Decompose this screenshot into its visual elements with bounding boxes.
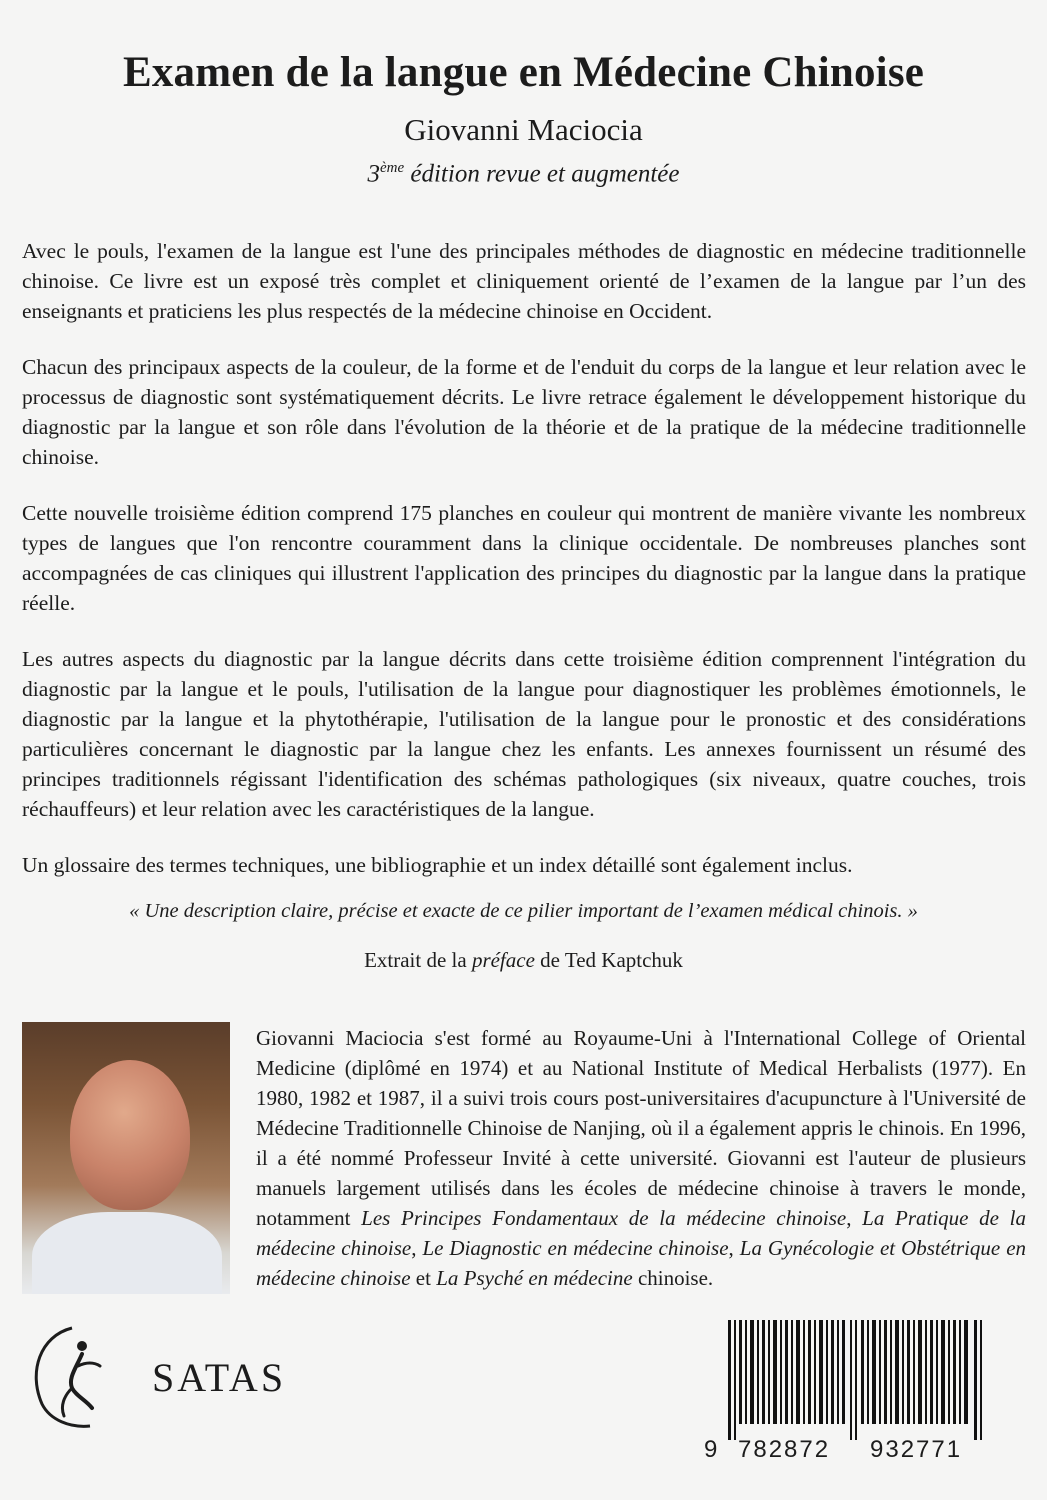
edition-line	[0, 160, 1047, 188]
edition-number: 3	[367, 160, 380, 188]
paragraph: Cette nouvelle troisième édition comprend 175 planches en couleur qui montrent de manière vivante les nombreux types de langues que l'on rencontre couramment dans la clinique occidentale. De nombreuses planches sont accompagnées de cas cliniques qui illustrent l'application des principes du diagnostic par la langue dans la pratique réelle.	[22, 501, 1026, 615]
bio-end: chinoise.	[632, 1266, 714, 1290]
author-photo	[22, 1022, 230, 1294]
attribution-suffix: de Ted Kaptchuk	[534, 948, 683, 972]
book-title-2: La Pratique de la médecine chinoise	[256, 1206, 1026, 1260]
barcode-first-digit: 9	[704, 1436, 718, 1463]
paragraph: Chacun des principaux aspects de la couleur, de la forme et de l'enduit du corps de la langue et leur relation avec le processus de diagnostic sont systématiquement décrits. Le livre retrace également le développement historique du diagnostic par la langue et son rôle dans l'évolution de la théorie et de la pratique de la médecine traditionnelle chinoise.	[22, 355, 1026, 469]
description-text	[22, 236, 1026, 906]
book-title-1: Les Principes Fondamentaux de la médecine chinoise	[361, 1206, 847, 1230]
separator: ,	[728, 1236, 740, 1260]
book-title-4: La Gynécologie et Obstétrique en médecine chinoise	[256, 1236, 1027, 1290]
publisher-name: SATAS	[152, 1355, 287, 1400]
attribution-italic: préface	[471, 948, 535, 972]
book-title: Examen de la langue en Médecine Chinoise	[122, 49, 925, 96]
edition-text: édition revue et augmentée	[404, 160, 680, 188]
attribution-prefix: Extrait de la	[364, 948, 472, 972]
barcode-group-2: 932771	[870, 1436, 963, 1463]
book-title-3: Le Diagnostic en médecine chinoise	[422, 1236, 729, 1260]
separator: ,	[411, 1236, 423, 1260]
separator: et	[410, 1266, 437, 1290]
paragraph: Avec le pouls, l'examen de la langue est l'une des principales méthodes de diagnostic en médecine traditionnelle chinoise. Ce livre est un exposé très complet et cliniquement orienté de l’examen de la langue par l’un des enseignants et praticiens les plus respectés de la médecine chinoise en Occident.	[22, 239, 1026, 323]
edition-superscript: ème	[379, 160, 405, 176]
preface-quote: « Une description claire, précise et exacte de ce pilier important de l’examen médical chinois. »	[129, 900, 918, 922]
isbn-barcode	[704, 1320, 984, 1470]
dancing-figure-logo-icon	[20, 1322, 140, 1432]
separator: ,	[846, 1206, 863, 1230]
author-biography	[256, 1023, 1026, 1293]
book-title-5: La Psyché en médecine	[436, 1266, 633, 1290]
bio-text: Giovanni Maciocia s'est formé au Royaume-Uni à l'International College of Oriental Medicine (diplômé en 1974) et au National Institute of Medical Herbalists (1977). En 1980, 1982 et 1987, il a suivi trois cours post-universitaires d'acupuncture à l'Université de Médecine Traditionnelle Chinoise de Nanjing, où il a également appris le chinois. En 1996, il a été nommé Professeur Invité à cette université. Giovanni est l'auteur de plusieurs manuels largement utilisés dans les écoles de médecine chinoise à travers le monde, notamment	[256, 1026, 1026, 1230]
paragraph: Les autres aspects du diagnostic par la langue décrits dans cette troisième édition comprennent l'intégration du diagnostic par la langue et le pouls, l'utilisation de la langue pour diagnostiquer les problèmes émotionnels, le diagnostic par la langue et la phytothérapie, l'utilisation de la langue pour le pronostic et des considérations particulières concernant le diagnostic par la langue chez les enfants. Les annexes fournissent un résumé des principes traditionnels régissant l'identification des schémas pathologiques (six niveaux, quatre couches, trois réchauffeurs) et leur relation avec les caractéristiques de la langue.	[22, 647, 1026, 821]
paragraph: Un glossaire des termes techniques, une bibliographie et un index détaillé sont également inclus.	[22, 853, 853, 877]
author-name: Giovanni Maciocia	[404, 112, 643, 147]
barcode-bars	[728, 1320, 984, 1440]
quote-attribution	[0, 948, 1047, 973]
barcode-group-1: 782872	[738, 1436, 831, 1463]
